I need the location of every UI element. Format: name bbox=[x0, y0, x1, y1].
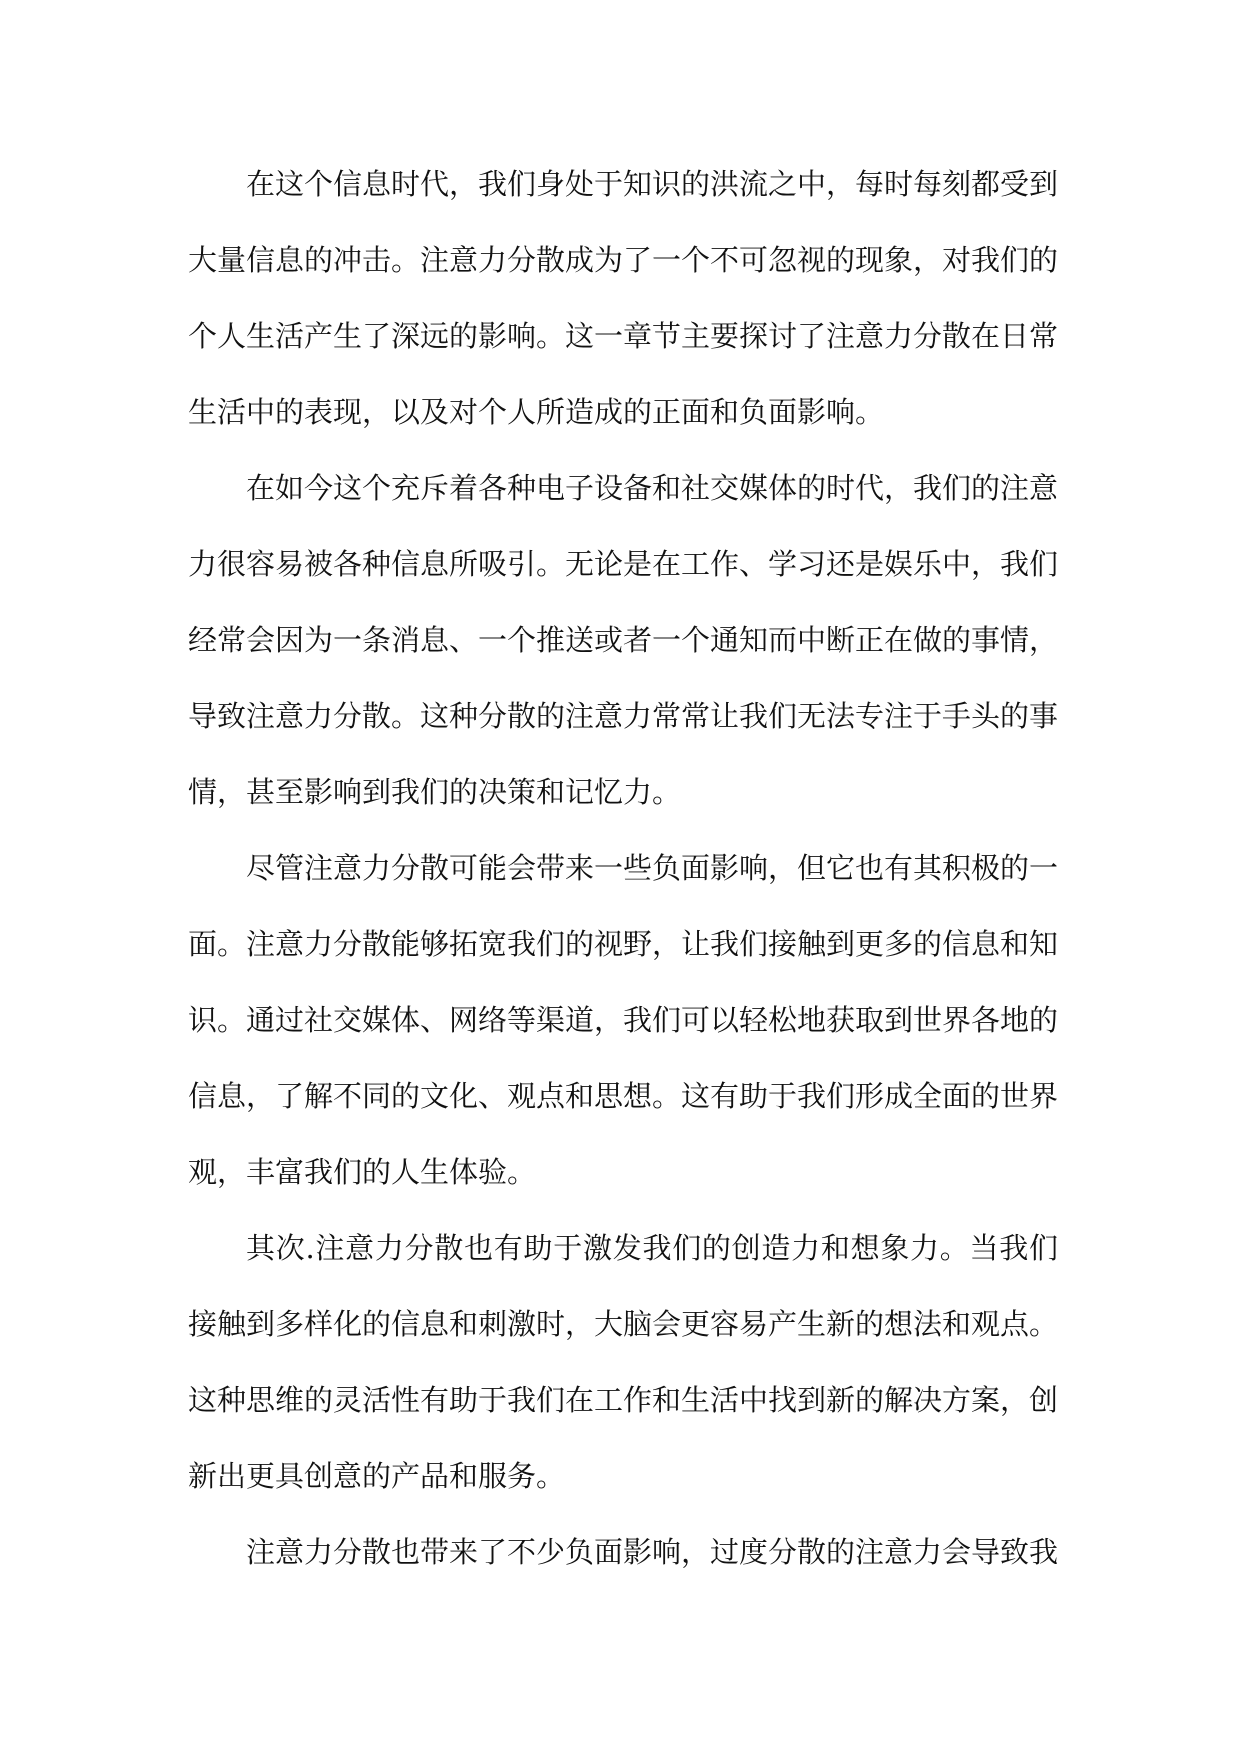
paragraph-5 bbox=[188, 1514, 1058, 1590]
text-line: 面。注意力分散能够拓宽我们的视野，让我们接触到更多的信息和知 bbox=[188, 927, 1059, 961]
document-body bbox=[188, 146, 1058, 1590]
text-line: 新出更具创意的产品和服务。 bbox=[188, 1459, 566, 1493]
text-line: 个人生活产生了深远的影响。这一章节主要探讨了注意力分散在日常 bbox=[188, 319, 1059, 353]
text-line: 情，甚至影响到我们的决策和记忆力。 bbox=[188, 775, 682, 809]
text-line: 观，丰富我们的人生体验。 bbox=[188, 1155, 537, 1189]
text-line: 这种思维的灵活性有助于我们在工作和生活中找到新的解决方案，创 bbox=[188, 1383, 1059, 1417]
paragraph-3 bbox=[188, 830, 1058, 1210]
text-line: 其次.注意力分散也有助于激发我们的创造力和想象力。当我们 bbox=[246, 1231, 1058, 1265]
paragraph-1 bbox=[188, 146, 1058, 450]
text-line: 经常会因为一条消息、一个推送或者一个通知而中断正在做的事情， bbox=[188, 623, 1059, 657]
text-line: 在如今这个充斥着各种电子设备和社交媒体的时代，我们的注意 bbox=[246, 471, 1059, 505]
text-line: 注意力分散也带来了不少负面影响，过度分散的注意力会导致我 bbox=[246, 1535, 1059, 1569]
paragraph-4 bbox=[188, 1210, 1058, 1514]
text-line: 信息，了解不同的文化、观点和思想。这有助于我们形成全面的世界 bbox=[188, 1079, 1059, 1113]
text-line: 导致注意力分散。这种分散的注意力常常让我们无法专注于手头的事 bbox=[188, 699, 1059, 733]
text-line: 大量信息的冲击。注意力分散成为了一个不可忽视的现象，对我们的 bbox=[188, 243, 1059, 277]
text-line: 接触到多样化的信息和刺激时，大脑会更容易产生新的想法和观点。 bbox=[188, 1307, 1059, 1341]
text-line: 尽管注意力分散可能会带来一些负面影响，但它也有其积极的一 bbox=[246, 851, 1059, 885]
text-line: 识。通过社交媒体、网络等渠道，我们可以轻松地获取到世界各地的 bbox=[188, 1003, 1059, 1037]
paragraph-2 bbox=[188, 450, 1058, 830]
text-line: 在这个信息时代，我们身处于知识的洪流之中，每时每刻都受到 bbox=[246, 167, 1059, 201]
text-line: 生活中的表现，以及对个人所造成的正面和负面影响。 bbox=[188, 395, 885, 429]
text-line: 力很容易被各种信息所吸引。无论是在工作、学习还是娱乐中，我们 bbox=[188, 547, 1059, 581]
